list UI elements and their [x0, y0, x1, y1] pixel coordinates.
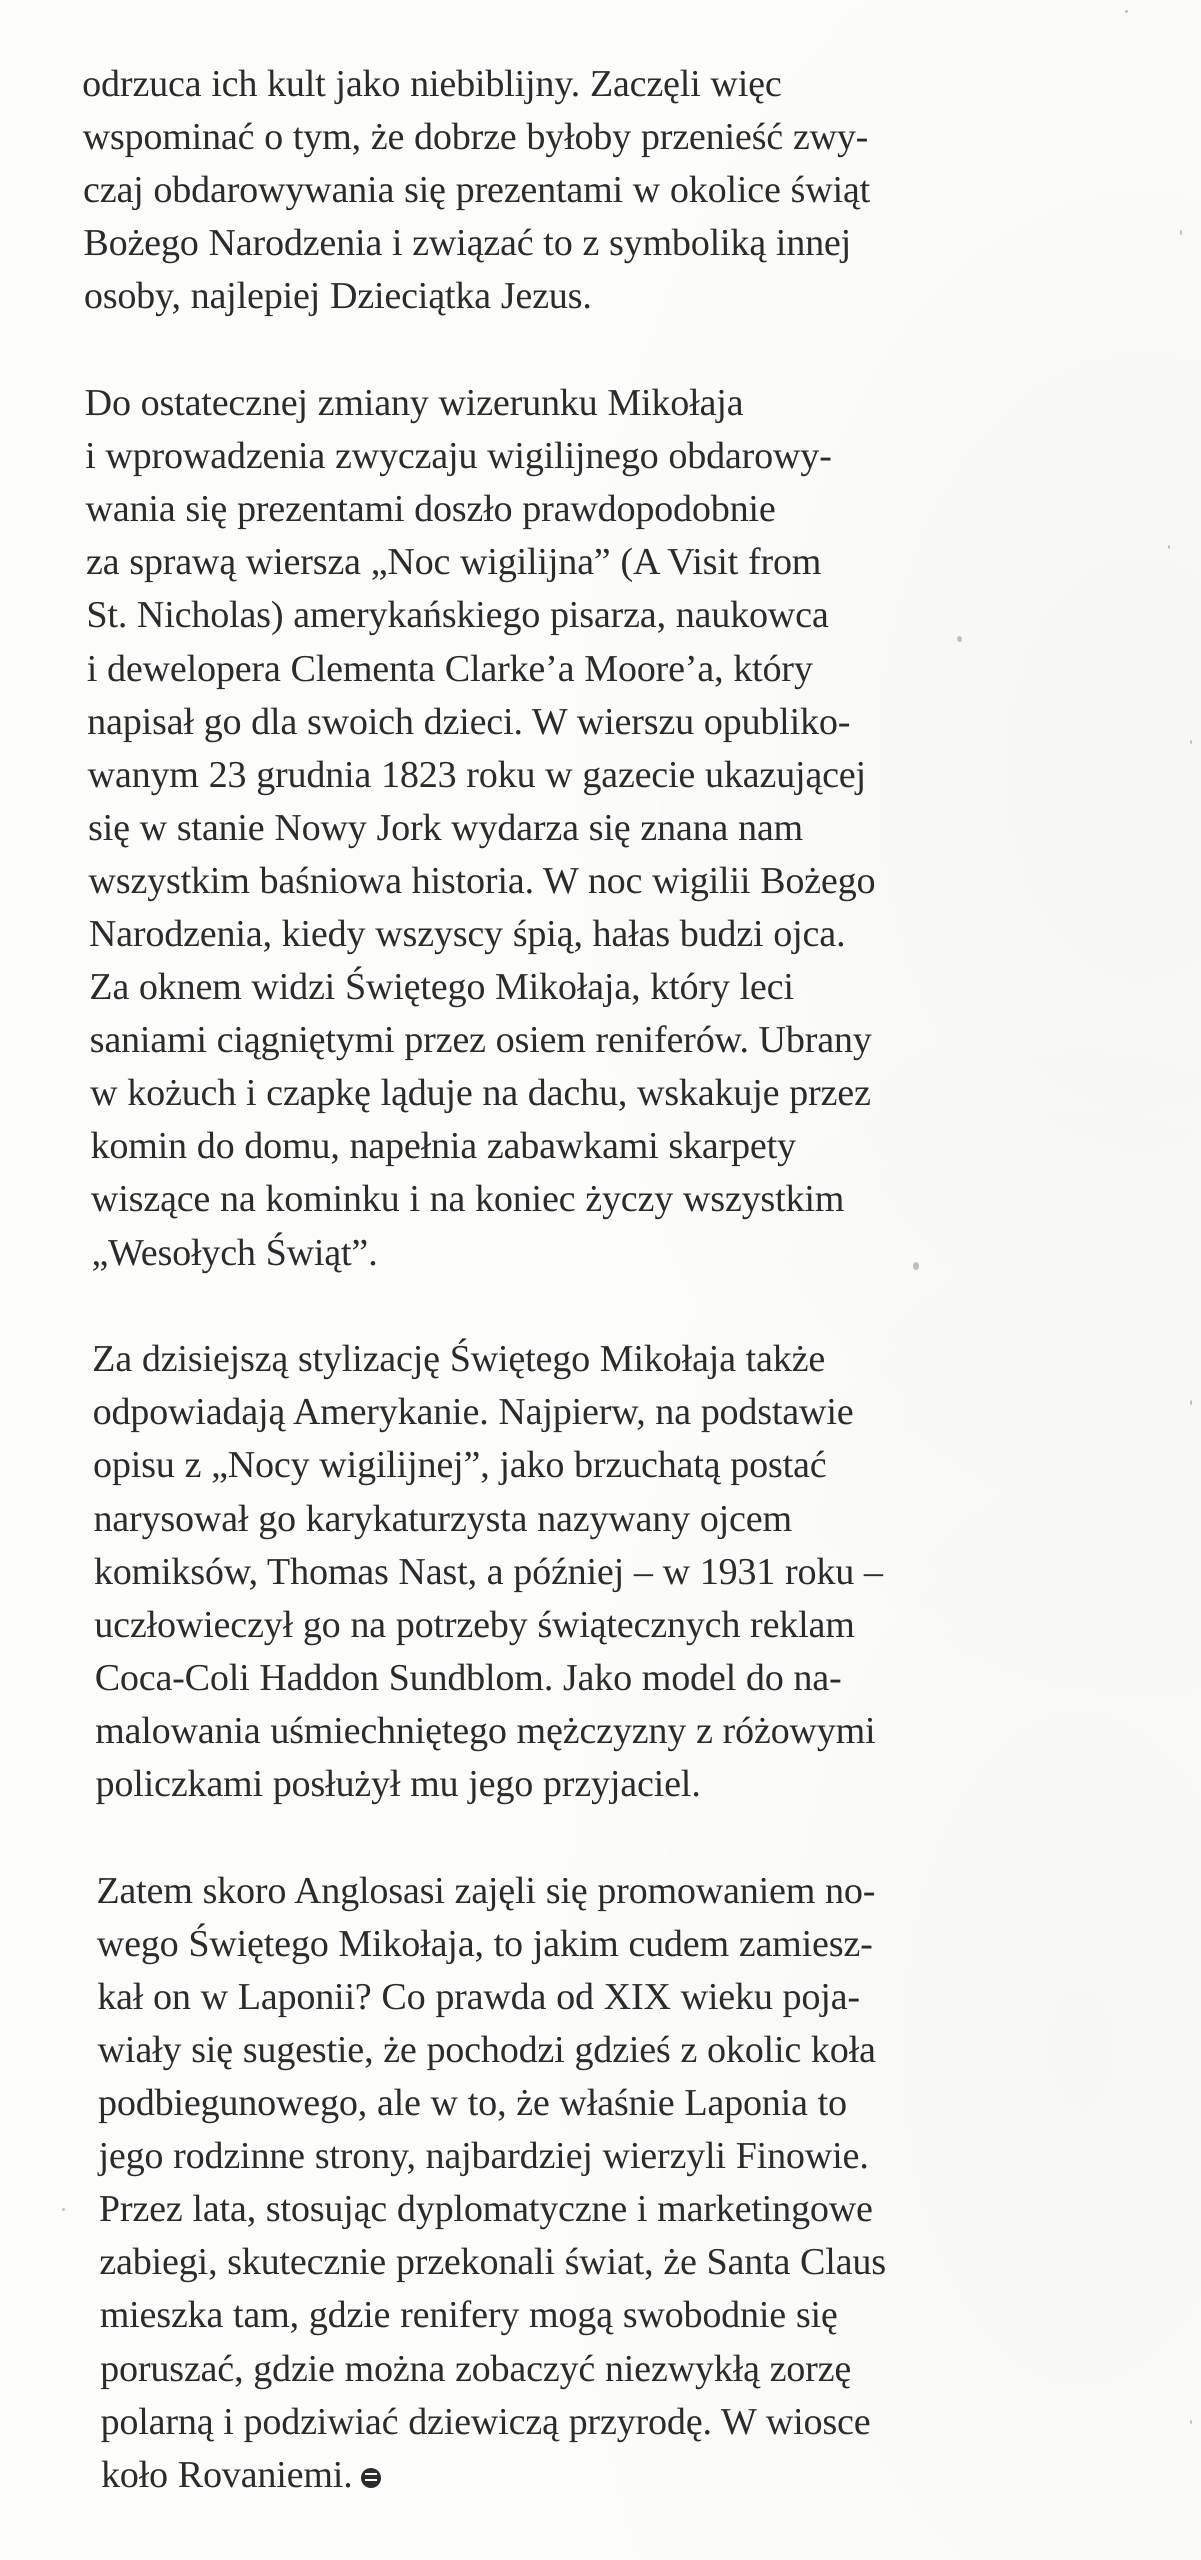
text-line: komiksów, Thomas Nast, a później – w 1931 roku – [93, 1550, 883, 1593]
text-line: czaj obdarowywania się prezentami w okolice świąt [82, 169, 871, 212]
text-line: i wprowadzenia zwyczaju wigilijnego obdarowy- [84, 435, 832, 478]
article-body [82, 58, 1102, 2555]
scan-speck [1125, 10, 1128, 13]
text-line: St. Nicholas) amerykańskiego pisarza, naukowca [86, 594, 829, 637]
text-line: podbiegunowego, ale w to, że właśnie Laponia to [97, 2082, 848, 2125]
text-line: komin do domu, napełnia zabawkami skarpety [90, 1125, 797, 1168]
text-line: Za oknem widzi Świętego Mikołaja, który leci [89, 966, 794, 1009]
paragraph-3 [92, 1333, 1096, 1811]
text-line: wania się prezentami doszło prawdopodobnie [85, 488, 776, 531]
paragraph-1 [82, 58, 1084, 323]
text-line: „Wesołych Świąt”. [91, 1231, 378, 1274]
scan-speck [1190, 2420, 1192, 2424]
paragraph-4 [96, 1865, 1101, 2502]
text-line: w kożuch i czapkę ląduje na dachu, wskakuje przez [89, 1072, 871, 1115]
text-line: Bożego Narodzenia i związać to z symboliką innej [83, 222, 852, 265]
text-line: się w stanie Nowy Jork wydarza się znana nam [87, 806, 804, 849]
scan-speck [1190, 1400, 1192, 1405]
scan-speck [1180, 230, 1182, 235]
scan-speck [1168, 545, 1170, 549]
text-line: Coca-Coli Haddon Sundblom. Jako model do na- [94, 1656, 842, 1699]
text-line: poruszać, gdzie można zobaczyć niezwykłą zorzę [99, 2347, 852, 2390]
text-line: zabiegi, skutecznie przekonali świat, że Santa Claus [99, 2241, 887, 2284]
end-of-article-logo-icon [360, 2468, 380, 2488]
text-line: uczłowieczył go na potrzeby świątecznych reklam [94, 1603, 855, 1646]
text-line: mieszka tam, gdzie renifery mogą swobodnie się [99, 2294, 838, 2337]
scan-speck [1190, 740, 1192, 744]
text-line: Za dzisiejszą stylizację Świętego Mikołaja także [92, 1338, 826, 1381]
final-line [101, 2449, 1101, 2502]
scan-speck [913, 1262, 919, 1270]
text-line: wego Świętego Mikołaja, to jakim cudem zamiesz- [96, 1922, 873, 1965]
text-line: policzkami posłużył mu jego przyjaciel. [95, 1763, 701, 1805]
text-line: wspominać o tym, że dobrze byłoby przenieść zwy- [82, 116, 869, 159]
text-line: Przez lata, stosując dyplomatyczne i marketingowe [98, 2188, 873, 2231]
text-line: jego rodzinne strony, najbardziej wierzyli Finowie. [98, 2135, 869, 2178]
scan-speck [62, 2208, 65, 2211]
text-line: Narodzenia, kiedy wszyscy śpią, hałas budzi ojca. [88, 913, 846, 955]
text-line: osoby, najlepiej Dzieciątka Jezus. [83, 275, 592, 318]
text-line: Zatem skoro Anglosasi zajęli się promowaniem no- [96, 1869, 876, 1912]
text-line: narysował go karykaturzysta nazywany ojcem [93, 1497, 793, 1540]
paragraph-2 [85, 377, 1092, 1280]
text-line: Do ostatecznej zmiany wizerunku Mikołaja [84, 382, 744, 425]
text-line: wszystkim baśniowa historia. W noc wigilii Bożego [88, 859, 876, 902]
text-line: koło Rovaniemi. [100, 2453, 353, 2496]
text-line: kał on w Laponii? Co prawda od XIX wieku poja- [97, 1975, 861, 2018]
text-line: malowania uśmiechniętego mężczyzny z różowymi [94, 1709, 876, 1752]
text-line: odpowiadają Amerykanie. Najpierw, na podstawie [92, 1391, 854, 1434]
text-line: wiały się sugestie, że pochodzi gdzieś z okolic koła [97, 2028, 876, 2071]
text-line: opisu z „Nocy wigilijnej”, jako brzuchatą postać [92, 1444, 827, 1487]
text-line: i dewelopera Clementa Clarke’a Moore’a, który [86, 647, 813, 690]
text-line: odrzuca ich kult jako niebiblijny. Zaczęli więc [82, 63, 782, 105]
text-line: saniami ciągniętymi przez osiem reniferów. Ubrany [89, 1019, 872, 1062]
text-line: polarną i podziwiać dziewiczą przyrodę. W wiosce [100, 2400, 871, 2443]
text-line: wiszące na kominku i na koniec życzy wszystkim [90, 1178, 845, 1221]
text-line: wanym 23 grudnia 1823 roku w gazecie ukazującej [87, 753, 867, 796]
text-line: napisał go dla swoich dzieci. W wierszu opubliko- [87, 700, 851, 743]
scan-speck [957, 636, 962, 642]
text-line: za sprawą wiersza „Noc wigilijna” (A Visit from [85, 541, 822, 584]
